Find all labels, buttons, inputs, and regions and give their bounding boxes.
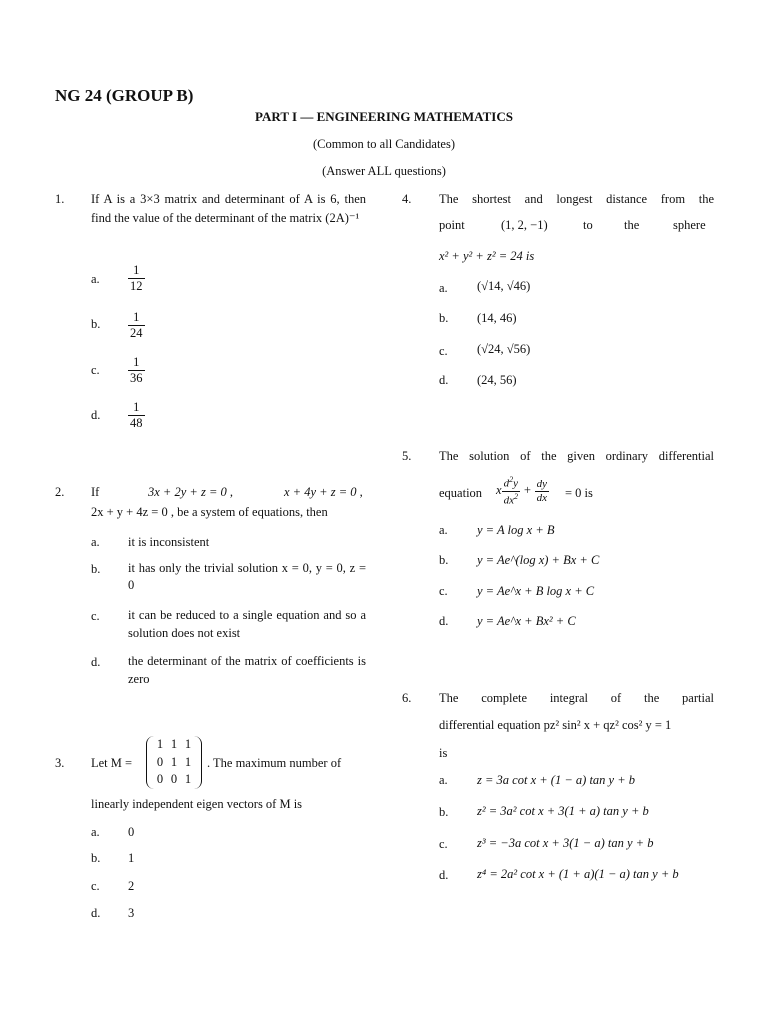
option-letter: a. <box>439 773 448 787</box>
question-text: to <box>583 218 593 232</box>
option-letter: d. <box>91 655 101 669</box>
option-letter: c. <box>439 584 448 598</box>
option-letter: b. <box>439 553 449 567</box>
question-number: 6. <box>402 691 412 705</box>
question-text: . The maximum number of <box>207 756 342 770</box>
option-letter: a. <box>439 523 448 537</box>
option-text: z = 3a cot x + (1 − a) tan y + b <box>477 773 636 787</box>
equation-1: 3x + 2y + z = 0 , <box>148 485 234 499</box>
ode-expression: x $\frac{d^2y}{dx^2}$ + $\frac{dy}{dx}$ <box>496 475 548 507</box>
question-text: If A is a 3×3 matrix and determinant of A is 6, then find the value of the determinant of the matrix (2A)⁻¹ <box>91 192 366 226</box>
option-text: (√14, √46) <box>477 279 531 293</box>
option-letter: b. <box>439 311 449 325</box>
question-text: The shortest and longest distance from the <box>439 192 714 206</box>
option-letter: b. <box>91 317 101 331</box>
question-text: Let M = <box>91 756 133 770</box>
option-letter: b. <box>91 562 101 576</box>
option-letter: c. <box>91 879 100 893</box>
option-text: z³ = −3a cot x + 3(1 − a) tan y + b <box>477 836 654 850</box>
option-fraction: $\frac{1}{36}$ <box>130 355 143 385</box>
option-text: 3 <box>128 906 135 920</box>
question-number: 3. <box>55 756 65 770</box>
question-text: linearly independent eigen vectors of M is <box>91 797 303 811</box>
option-text: 0 <box>128 825 135 839</box>
option-fraction: $\frac{1}{48}$ <box>130 400 143 430</box>
question-text: equation <box>439 486 483 500</box>
option-text: it has only the trivial solution x = 0, y = 0, z = 0 <box>128 561 366 592</box>
question-text: differential equation pz² sin² x + qz² cos² y = 1 <box>439 718 672 732</box>
question-text: The solution of the given ordinary differential <box>439 449 714 463</box>
question-number: 2. <box>55 485 65 499</box>
question-text: the <box>624 218 640 232</box>
question-text: 2x + y + 4z = 0 , be a system of equations, then <box>91 505 328 519</box>
sphere-equation: x² + y² + z² = 24 is <box>439 249 535 263</box>
option-letter: a. <box>91 535 100 549</box>
instruction-note: (Answer ALL questions) <box>322 164 446 178</box>
question-number: 5. <box>402 449 412 463</box>
option-text: z⁴ = 2a² cot x + (1 + a)(1 − a) tan y + b <box>477 867 679 881</box>
matrix-m: 1 1 1 0 1 1 0 0 1 <box>146 736 202 789</box>
option-text: it can be reduced to a single equation and so a solution does not exist <box>128 608 366 640</box>
option-text: (14, 46) <box>477 311 517 325</box>
option-letter: b. <box>439 805 449 819</box>
option-letter: d. <box>439 373 449 387</box>
option-text: (√24, √56) <box>477 342 531 356</box>
option-letter: c. <box>91 363 100 377</box>
option-letter: c. <box>439 344 448 358</box>
question-text: The complete integral of the partial <box>439 691 714 705</box>
equation-2: x + 4y + z = 0 , <box>284 485 363 499</box>
question-text: is <box>439 746 448 760</box>
option-text: the determinant of the matrix of coefficients is zero <box>128 654 366 686</box>
common-note: (Common to all Candidates) <box>313 137 455 151</box>
option-text: 1 <box>128 851 135 865</box>
option-letter: a. <box>91 272 100 286</box>
option-text: 2 <box>128 879 135 893</box>
question-text: = 0 is <box>565 486 593 500</box>
option-text: y = Ae^x + Bx² + C <box>477 614 576 628</box>
exam-code-title: NG 24 (GROUP B) <box>55 86 194 105</box>
option-letter: d. <box>91 408 101 422</box>
option-letter: a. <box>439 281 448 295</box>
option-letter: b. <box>91 851 101 865</box>
question-number: 4. <box>402 192 412 206</box>
option-text: y = Ae^x + B log x + C <box>477 584 595 598</box>
point-coordinates: (1, 2, −1) <box>501 218 548 232</box>
option-letter: a. <box>91 825 100 839</box>
option-letter: c. <box>439 837 448 851</box>
option-fraction: $\frac{1}{12}$ <box>130 263 143 293</box>
option-text: y = Ae^(log x) + Bx + C <box>477 553 600 567</box>
option-text: y = A log x + B <box>477 523 555 537</box>
option-letter: c. <box>91 609 100 623</box>
option-fraction: $\frac{1}{24}$ <box>130 310 143 340</box>
option-letter: d. <box>91 906 101 920</box>
question-text: If <box>91 485 100 499</box>
question-text: point <box>439 218 465 232</box>
option-text: z² = 3a² cot x + 3(1 + a) tan y + b <box>477 804 649 818</box>
question-text: sphere <box>673 218 706 232</box>
option-letter: d. <box>439 868 449 882</box>
question-number: 1. <box>55 192 65 206</box>
option-text: it is inconsistent <box>128 535 210 549</box>
part-heading: PART I — ENGINEERING MATHEMATICS <box>255 109 513 124</box>
option-letter: d. <box>439 614 449 628</box>
option-text: (24, 56) <box>477 373 517 387</box>
